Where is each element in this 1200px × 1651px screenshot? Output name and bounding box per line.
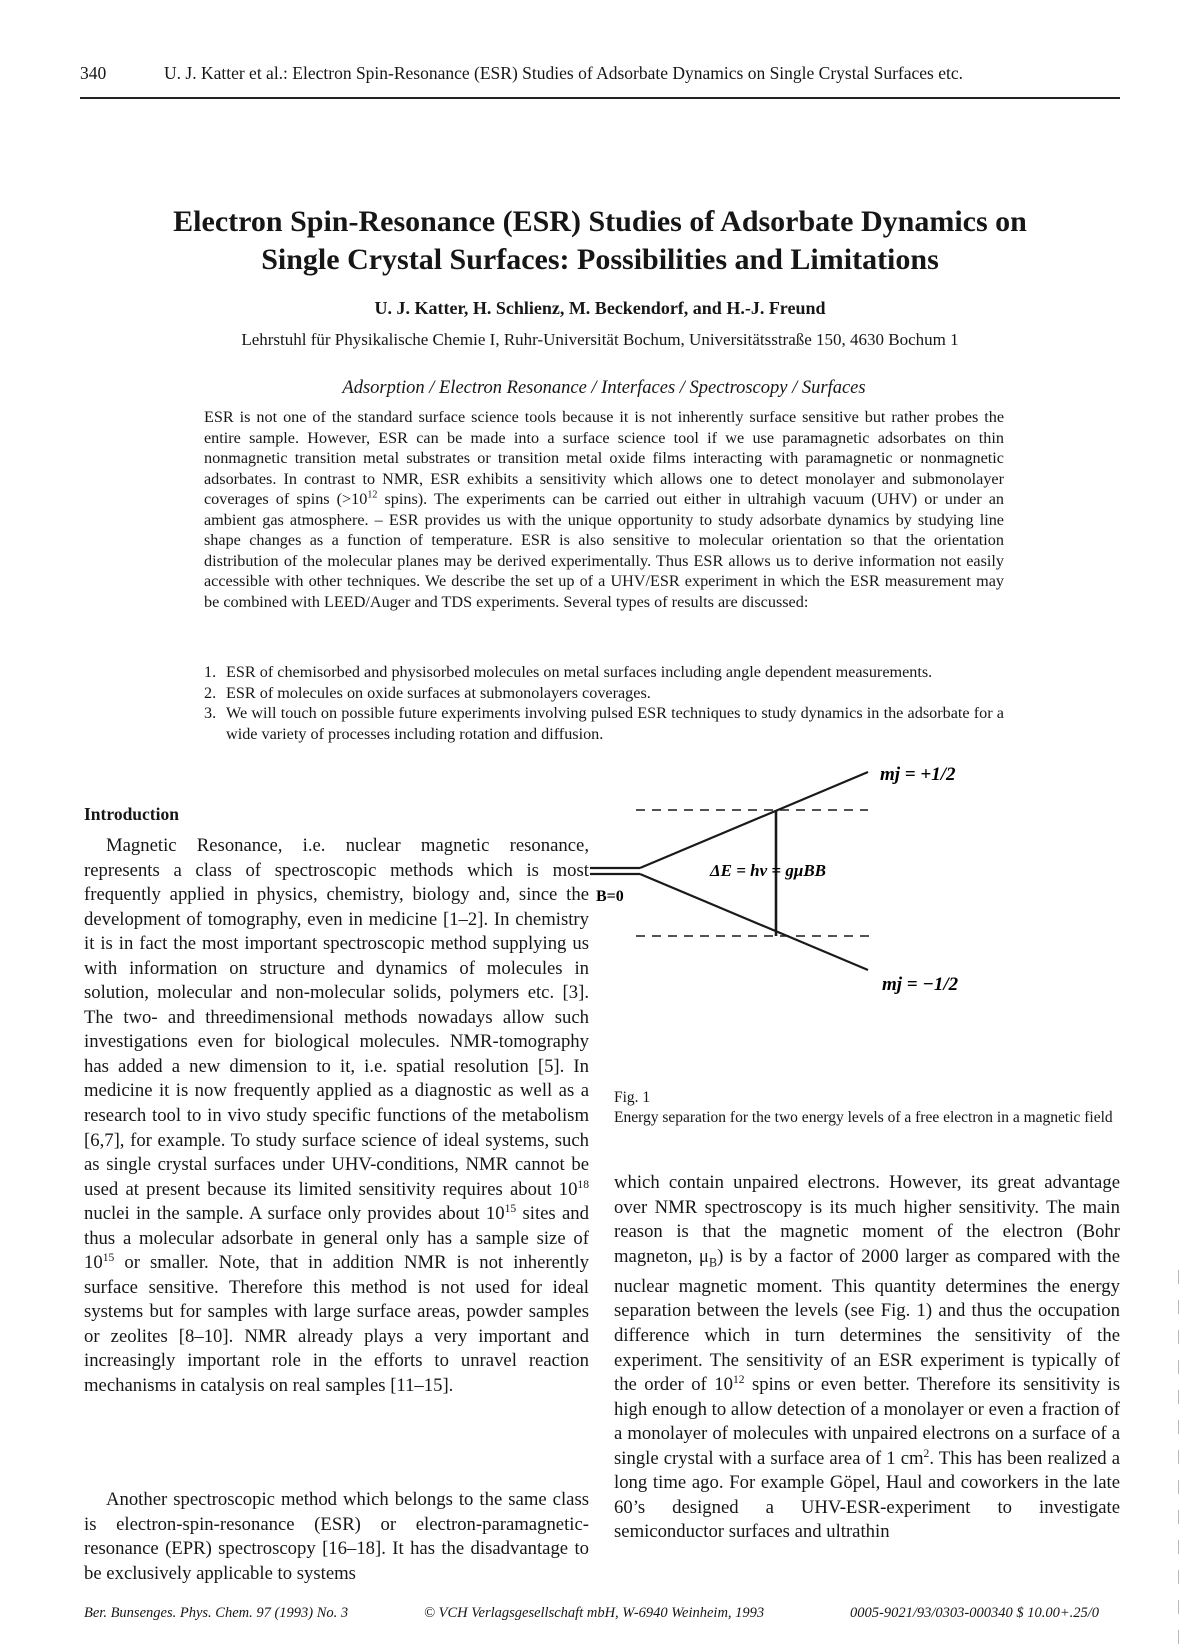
affiliation: Lehrstuhl für Physikalische Chemie I, Ruhr-Universität Bochum, Universitätsstraße 150, 4630 Bochum 1 bbox=[241, 330, 959, 349]
figure-caption: Energy separation for the two energy levels of a free electron in a magnetic field bbox=[614, 1109, 1113, 1126]
page-number: 340 bbox=[80, 63, 107, 83]
title-line-1: Electron Spin-Resonance (ESR) Studies of Adsorbate Dynamics on bbox=[173, 205, 1027, 238]
title-line-2: Single Crystal Surfaces: Possibilities and Limitations bbox=[261, 243, 939, 276]
subscript: B bbox=[708, 1255, 718, 1270]
exponent: 18 bbox=[577, 1177, 589, 1191]
lower-level-line bbox=[640, 874, 868, 970]
intro-paragraph-2: Another spectroscopic method which belongs to the same class is electron-spin-resonance (ESR) or electron-paramagnetic-resonance (EPR) spectroscopy [16–18]. It has the disadvantage to be exclusively applicable to systems bbox=[84, 1489, 589, 1584]
list-item bbox=[204, 683, 1004, 704]
col2-text-1: which contain unpaired electrons. However, its great advantage over NMR spectroscopy is its much higher sensitivity. The main reason is that the magnetic moment of the electron (Bohr magneton, μ bbox=[614, 1172, 1120, 1267]
figure-number: Fig. 1 bbox=[614, 1089, 651, 1106]
abstract-points bbox=[204, 662, 1004, 744]
intro-text-a: Magnetic Resonance, i.e. nuclear magnetic resonance, represents a class of spectroscopic methods which is most frequently applied in physics, chemistry, biology and, since the development of tomography, even in medicine [1–2]. In chemistry it is in fact the most important spectroscopic method supplying us with information on structure and dynamics of molecules in solution, molecular and non-molecular solids, polymers etc. [3]. The two- and threedimensional methods nowadays allow such investigations even for biological molecules. NMR-tomography has added a new dimension to it, i.e. spatial resolution [5]. In medicine it is now frequently applied as a diagnostic as well as a research tool to in vivo study specific functions of the metabolism [6,7], for example. To study surface science of ideal systems, such as single crystal surfaces under UHV-conditions, NMR cannot be used at present because its limited sensitivity requires about 10 bbox=[84, 835, 589, 1200]
footer-code: 0005-9021/93/0303-000340 $ 10.00+.25/0 bbox=[850, 1605, 1100, 1621]
footer-journal: Ber. Bunsenges. Phys. Chem. 97 (1993) No. 3 bbox=[84, 1605, 349, 1621]
col2-text-2: ) is by a factor of 2000 larger as compared with the nuclear magnetic moment. This quantity determines the energy separation between the levels (see Fig. 1) and thus the occupation difference which in turn determines the sensitivity of the experiment. The sensitivity of an ESR experiment is typically of the order of 10 bbox=[614, 1245, 1120, 1396]
list-item bbox=[204, 703, 1004, 744]
abstract-exponent: 12 bbox=[367, 489, 378, 501]
list-item-number: 1. bbox=[204, 663, 217, 681]
energy-equation-label: ΔE = hν = gμBB bbox=[710, 861, 827, 880]
col2-text-3: spins or even better. Therefore its sensitivity is high enough to allow detection of a monolayer or even a fraction of a monolayer of molecules with unpaired electrons on a surface of a single crystal with a surface area of 1 cm bbox=[614, 1374, 1121, 1469]
abstract bbox=[204, 407, 1004, 612]
exponent: 12 bbox=[732, 1372, 745, 1386]
exponent: 2 bbox=[923, 1446, 930, 1460]
exponent: 15 bbox=[102, 1251, 115, 1265]
exponent: 15 bbox=[504, 1201, 517, 1215]
list-item-text: We will touch on possible future experiments involving pulsed ESR techniques to study dynamics in the adsorbate for a wide variety of processes including rotation and diffusion. bbox=[226, 704, 1004, 743]
intro-text-c: sites and thus a molecular adsorbate in general only has a sample size of 10 bbox=[84, 1203, 589, 1274]
upper-level-line bbox=[640, 772, 868, 868]
list-item-text: ESR of molecules on oxide surfaces at submonolayers coverages. bbox=[226, 683, 651, 702]
list-item-text: ESR of chemisorbed and physisorbed molecules on metal surfaces including angle dependent measurements. bbox=[226, 663, 933, 681]
upper-state-label: mj = +1/2 bbox=[880, 764, 956, 785]
intro-paragraph-1 bbox=[84, 834, 589, 1399]
abstract-text-2: spins). The experiments can be carried out either in ultrahigh vacuum (UHV) or under an ambient gas atmosphere. – ESR provides us with the unique opportunity to study adsorbate dynamics by studying line shape changes as a function of temperature. ESR is also sensitive to molecular orientation so that the orientation distribution of the molecular planes may be derived experimentally. Thus ESR allows us to derive information not easily accessible with other techniques. We describe the set up of a UHV/ESR experiment in which the ESR measurement may be combined with LEED/Auger and TDS experiments. Several types of results are discussed: bbox=[204, 490, 1004, 611]
footer-copyright: © VCH Verlagsgesellschaft mbH, W-6940 Weinheim, 1993 bbox=[424, 1605, 765, 1621]
zero-field-label: B=0 bbox=[596, 888, 624, 905]
col2-text-4: . This has been realized a long time ago. For example Göpel, Haul and coworkers in the late 60’s designed a UHV-ESR-experiment to investigate semiconductor surfaces and ultrathin bbox=[614, 1447, 1120, 1543]
article-title bbox=[80, 203, 1120, 279]
abstract-text-1: ESR is not one of the standard surface science tools because it is not inherently surface sensitive but rather probes the entire sample. However, ESR can be made into a surface science tool if we use paramagnetic adsorbates on thin nonmagnetic transition metal substrates or transition metal oxide films interacting with paramagnetic or nonmagnetic adsorbates. In contrast to NMR, ESR exhibits a sensitivity which allows one to detect monolayer and submonolayer coverages of spins (>10 bbox=[204, 408, 1004, 508]
header-rule bbox=[80, 97, 1120, 99]
intro-text-b: nuclei in the sample. A surface only provides about 10 bbox=[84, 1203, 505, 1225]
energy-level-diagram bbox=[596, 764, 1122, 1065]
list-item bbox=[204, 662, 1004, 683]
lower-state-label: mj = −1/2 bbox=[882, 974, 959, 995]
keywords: Adsorption / Electron Resonance / Interfaces / Spectroscopy / Surfaces bbox=[342, 378, 866, 398]
author-list: U. J. Katter, H. Schlienz, M. Beckendorf, and H.-J. Freund bbox=[374, 298, 826, 318]
list-item-number: 2. bbox=[204, 683, 217, 702]
intro-text-d: or smaller. Note, that in addition NMR is not inherently surface sensitive. Therefore this method is not used for ideal systems but for samples with large surface areas, powder samples or zeolites [8–10]. NMR already plays a very important and increasingly important role in the efforts to unravel reaction mechanisms in catalysis on real samples [11–15]. bbox=[84, 1252, 589, 1397]
running-title: U. J. Katter et al.: Electron Spin-Resonance (ESR) Studies of Adsorbate Dynamics on Single Crystal Surfaces etc. bbox=[164, 63, 963, 83]
section-heading-introduction: Introduction bbox=[84, 804, 179, 824]
column-2-text bbox=[614, 1171, 1120, 1545]
list-item-number: 3. bbox=[204, 704, 217, 722]
scan-edge-mark bbox=[1178, 1270, 1179, 1650]
